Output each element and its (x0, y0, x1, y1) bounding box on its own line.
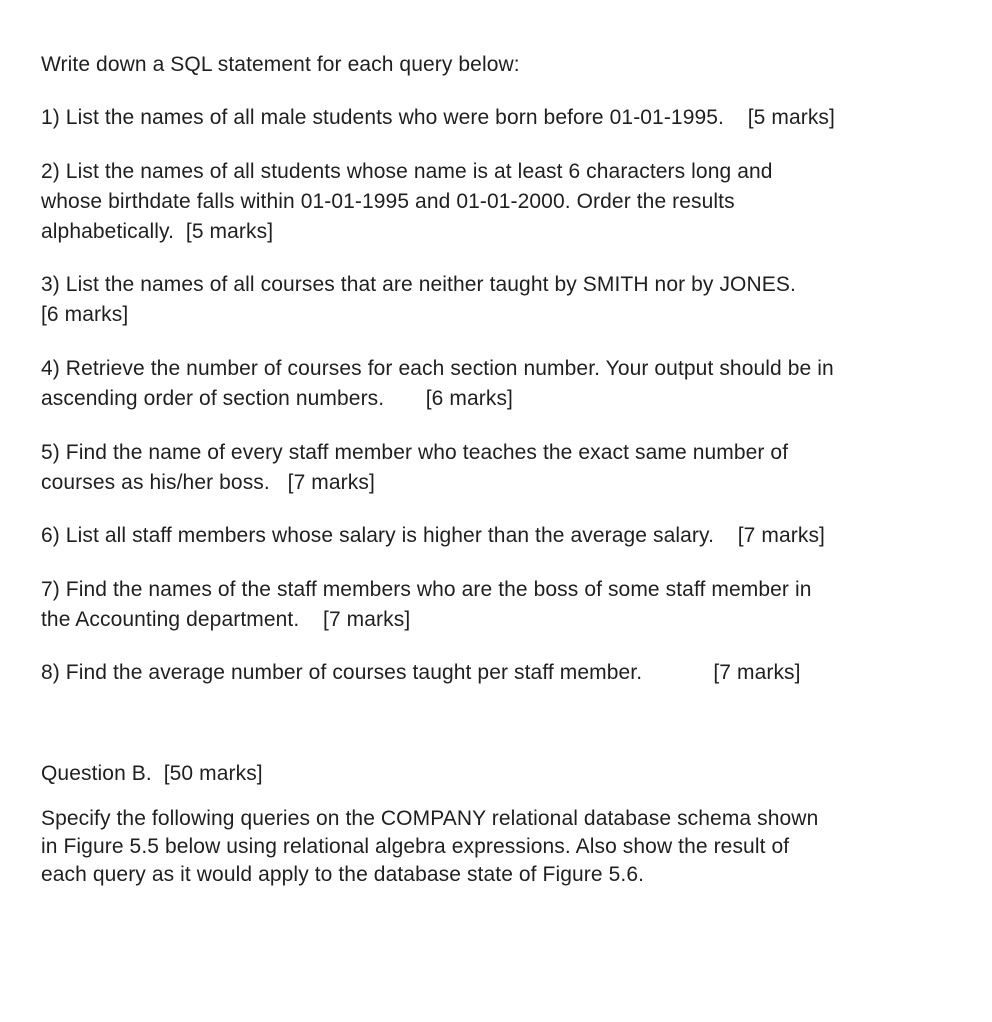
intro-text: Write down a SQL statement for each query below: (41, 53, 520, 76)
question-b-line-1: Specify the following queries on the COMPANY relational database schema shown (41, 807, 819, 830)
query-3-line-1: 3) List the names of all courses that are neither taught by SMITH nor by JONES. (41, 273, 796, 296)
query-2-line-1: 2) List the names of all students whose name is at least 6 characters long and (41, 160, 773, 183)
query-5-line-2: courses as his/her boss. [7 marks] (41, 471, 375, 494)
question-b-line-3: each query as it would apply to the database state of Figure 5.6. (41, 863, 645, 886)
query-8-line-1: 8) Find the average number of courses taught per staff member. [7 marks] (41, 661, 801, 684)
query-5-line-1: 5) Find the name of every staff member who teaches the exact same number of (41, 441, 789, 464)
query-2-line-3: alphabetically. [5 marks] (41, 220, 274, 243)
query-4-line-2: ascending order of section numbers. [6 marks] (41, 387, 513, 410)
query-7-line-1: 7) Find the names of the staff members who are the boss of some staff member in (41, 578, 812, 601)
query-7-line-2: the Accounting department. [7 marks] (41, 608, 411, 631)
query-3-line-2: [6 marks] (41, 303, 129, 326)
query-2-line-2: whose birthdate falls within 01-01-1995 and 01-01-2000. Order the results (41, 190, 735, 213)
question-b-heading: Question B. [50 marks] (41, 762, 263, 785)
query-6-line-1: 6) List all staff members whose salary is higher than the average salary. [7 marks] (41, 524, 825, 547)
question-b-line-2: in Figure 5.5 below using relational algebra expressions. Also show the result of (41, 835, 790, 858)
query-1-line-1: 1) List the names of all male students who were born before 01-01-1995. [5 marks] (41, 106, 835, 129)
query-4-line-1: 4) Retrieve the number of courses for each section number. Your output should be in (41, 357, 834, 380)
